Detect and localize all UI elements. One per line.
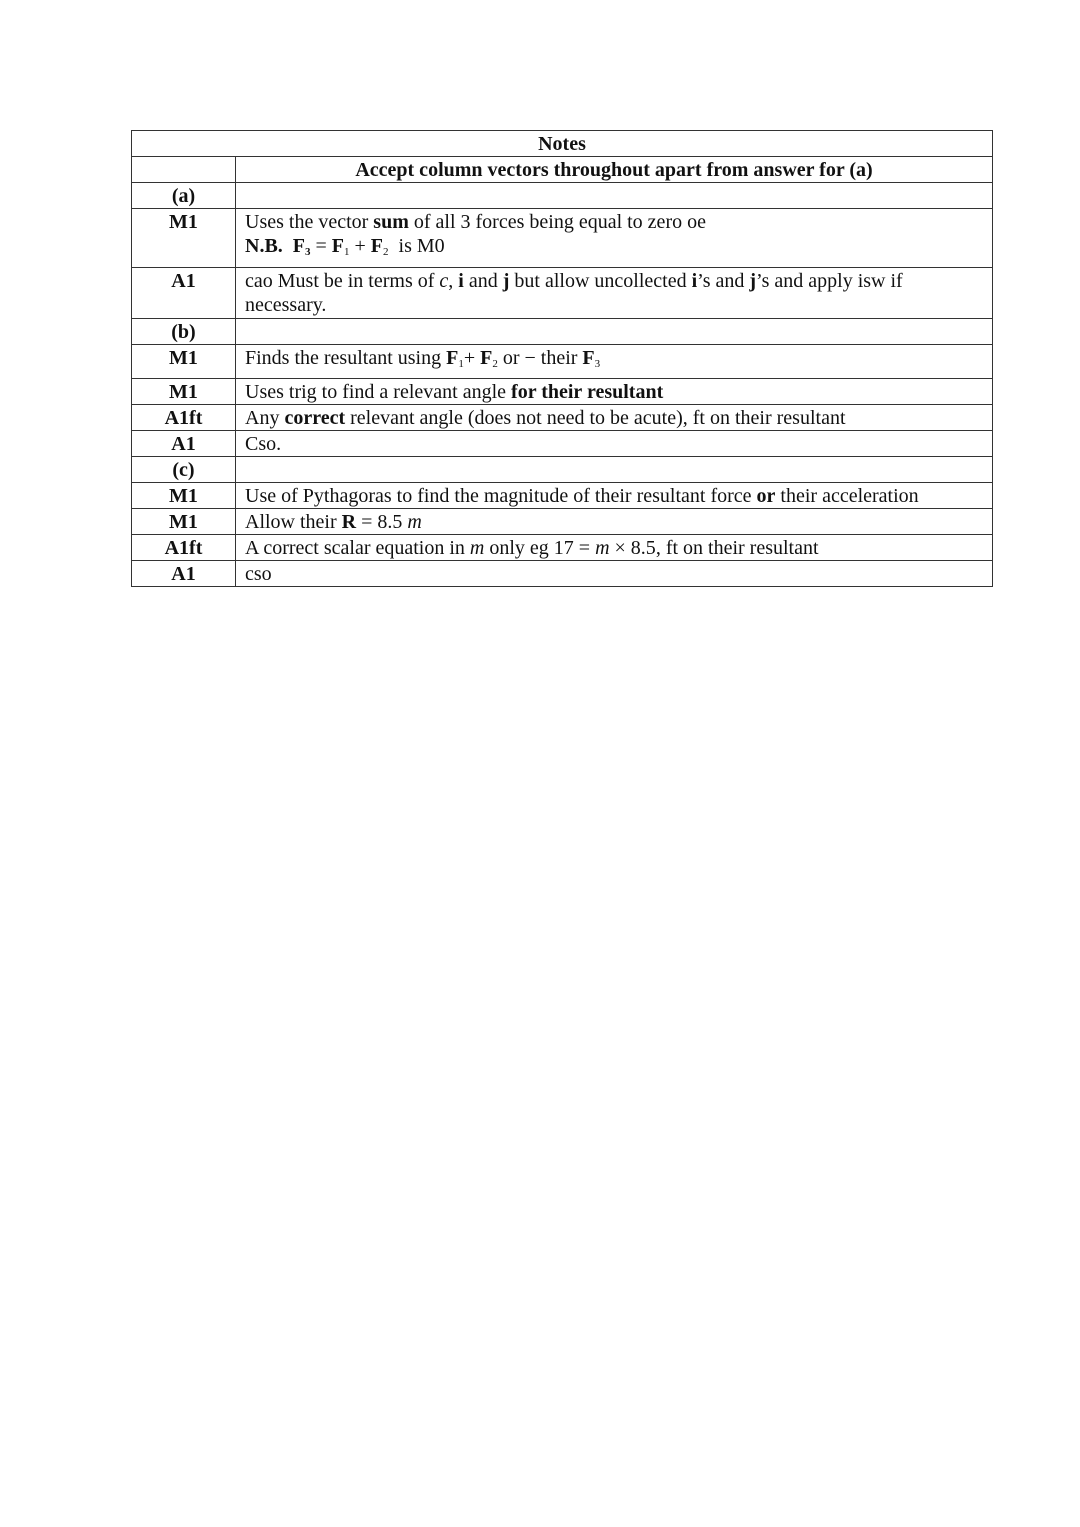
table-row xyxy=(132,405,993,431)
table-row xyxy=(132,345,993,379)
table-row xyxy=(132,209,993,268)
table-header-row xyxy=(132,131,993,157)
table-row xyxy=(132,483,993,509)
mark-code: M1 xyxy=(132,379,236,405)
note-text: Any correct relevant angle (does not need to be acute), ft on their resultant xyxy=(236,405,993,431)
mark-code: M1 xyxy=(132,209,236,268)
table-title: Notes xyxy=(132,131,993,157)
note-text: Uses trig to find a relevant angle for their resultant xyxy=(236,379,993,405)
section-label: (c) xyxy=(132,457,236,483)
section-label: (a) xyxy=(132,183,236,209)
mark-code: M1 xyxy=(132,509,236,535)
note-text: Allow their R = 8.5 m xyxy=(236,509,993,535)
mark-code: A1 xyxy=(132,561,236,587)
table-row xyxy=(132,379,993,405)
table-subheader-row xyxy=(132,157,993,183)
note-text: cao Must be in terms of c, i and j but allow uncollected i’s and j’s and apply isw if necessary. xyxy=(236,268,993,319)
table-subtitle: Accept column vectors throughout apart from answer for (a) xyxy=(236,157,993,183)
note-text: Cso. xyxy=(236,431,993,457)
note-text: Use of Pythagoras to find the magnitude of their resultant force or their acceleration xyxy=(236,483,993,509)
mark-code: M1 xyxy=(132,345,236,379)
table-row xyxy=(132,561,993,587)
mark-code: A1ft xyxy=(132,535,236,561)
mark-code: A1ft xyxy=(132,405,236,431)
note-text: cso xyxy=(236,561,993,587)
note-text xyxy=(236,209,993,268)
table-row xyxy=(132,535,993,561)
mark-code: A1 xyxy=(132,431,236,457)
mark-code: M1 xyxy=(132,483,236,509)
table-row xyxy=(132,431,993,457)
note-text: Finds the resultant using $F_1+ F_2$ or − their $F_3$ xyxy=(236,345,993,379)
section-label: (b) xyxy=(132,319,236,345)
marking-notes-table xyxy=(131,130,993,587)
section-row-b xyxy=(132,319,993,345)
section-row-a xyxy=(132,183,993,209)
note-text: A correct scalar equation in m only eg 17 = m × 8.5, ft on their resultant xyxy=(236,535,993,561)
note-line: Uses the vector sum of all 3 forces being equal to zero oe xyxy=(245,211,706,233)
table-row xyxy=(132,509,993,535)
mark-code: A1 xyxy=(132,268,236,319)
table-row xyxy=(132,268,993,319)
note-line: N.B. $F_3 = F_1 + F_2$ is M0 xyxy=(245,235,445,258)
section-row-c xyxy=(132,457,993,483)
